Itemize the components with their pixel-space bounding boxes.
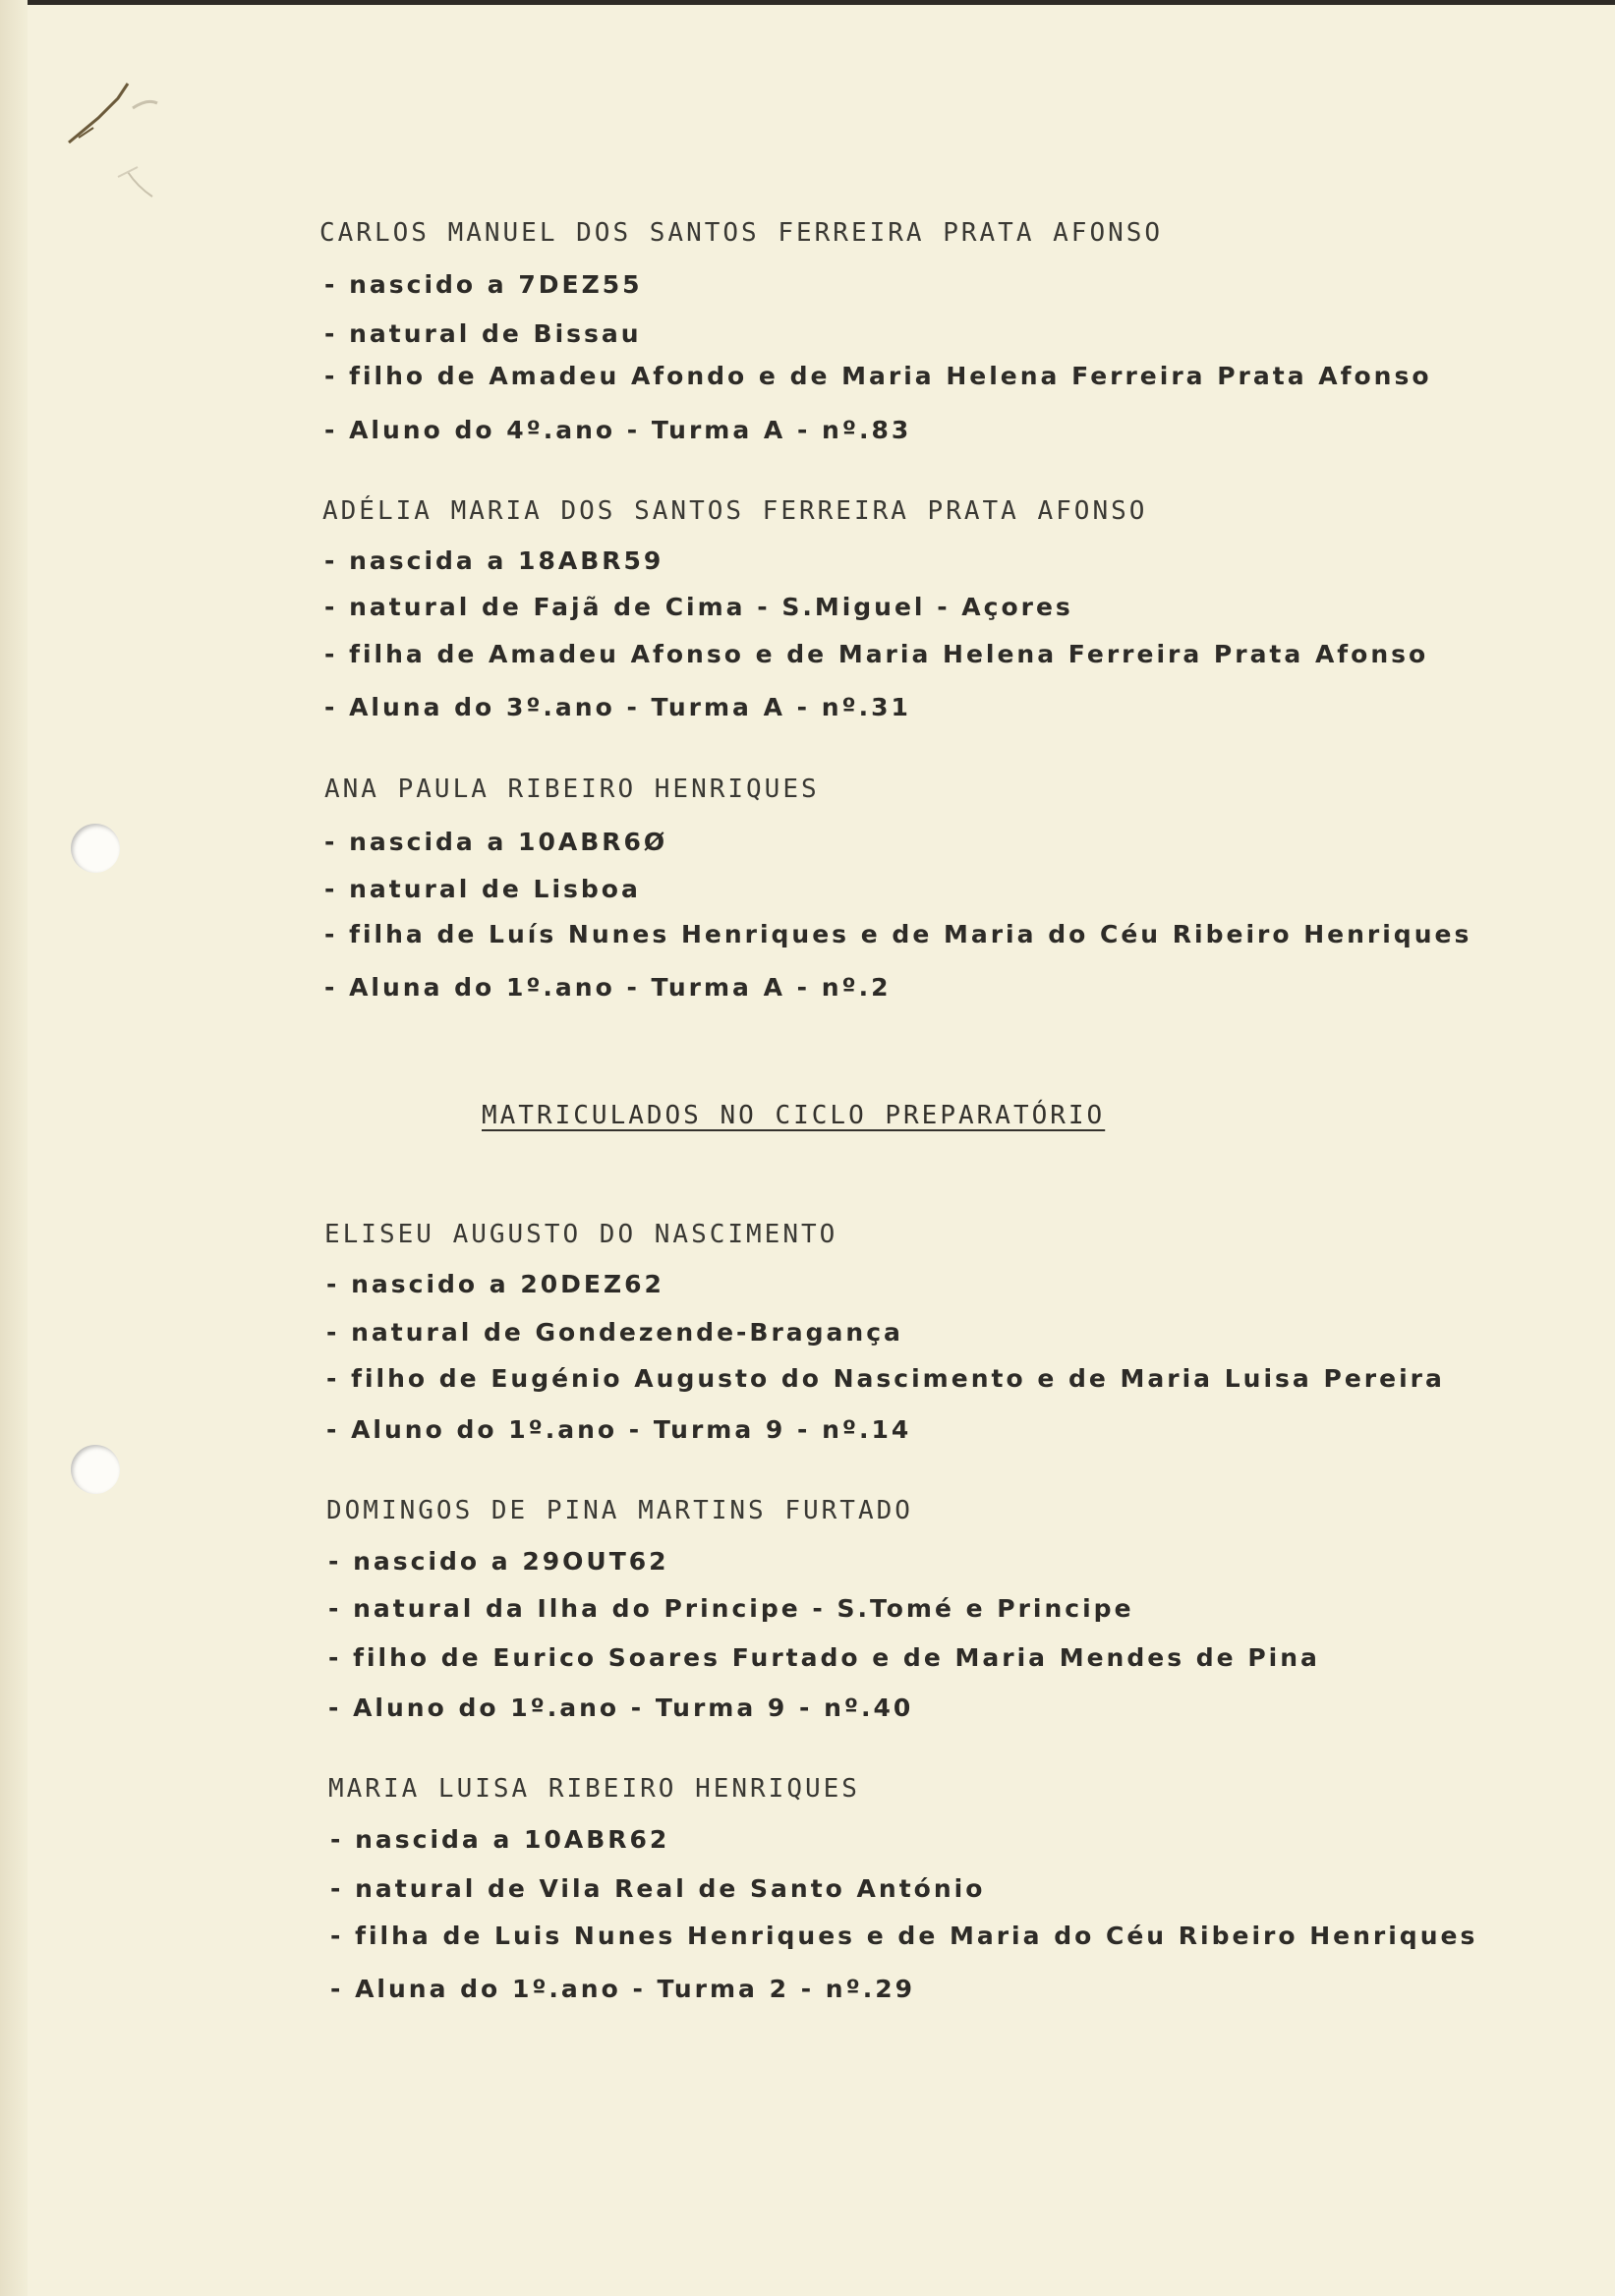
birth-date-line: - nascida a 10ABR62 xyxy=(330,1825,670,1854)
page-top-edge xyxy=(0,0,1615,5)
birthplace-line: - natural de Fajã de Cima - S.Miguel - Açores xyxy=(324,593,1073,621)
student-name: ANA PAULA RIBEIRO HENRIQUES xyxy=(324,775,820,804)
punch-hole-lower xyxy=(71,1445,120,1494)
class-line: - Aluna do 1º.ano - Turma A - nº.2 xyxy=(324,973,892,1002)
birthplace-line: - natural da Ilha do Principe - S.Tomé e Principe xyxy=(328,1594,1134,1623)
class-line: - Aluno do 1º.ano - Turma 9 - nº.40 xyxy=(328,1693,914,1722)
birthplace-line: - natural de Lisboa xyxy=(324,875,641,903)
parents-line: - filha de Luís Nunes Henriques e de Maria do Céu Ribeiro Henriques xyxy=(324,920,1472,948)
student-name: DOMINGOS DE PINA MARTINS FURTADO xyxy=(326,1496,913,1525)
class-line: - Aluno do 1º.ano - Turma 9 - nº.14 xyxy=(326,1415,912,1444)
birth-date-line: - nascido a 7DEZ55 xyxy=(324,270,643,299)
parents-line: - filho de Eugénio Augusto do Nascimento e de Maria Luisa Pereira xyxy=(326,1364,1445,1393)
class-line: - Aluna do 1º.ano - Turma 2 - nº.29 xyxy=(330,1975,915,2003)
class-line: - Aluna do 3º.ano - Turma A - nº.31 xyxy=(324,693,911,721)
student-name: ADÉLIA MARIA DOS SANTOS FERREIRA PRATA AFONSO xyxy=(322,496,1148,526)
birthplace-line: - natural de Vila Real de Santo António xyxy=(330,1874,986,1903)
section-heading: MATRICULADOS NO CICLO PREPARATÓRIO xyxy=(482,1101,1106,1130)
student-name: CARLOS MANUEL DOS SANTOS FERREIRA PRATA AFONSO xyxy=(319,218,1164,248)
birth-date-line: - nascido a 20DEZ62 xyxy=(326,1270,664,1298)
punch-hole-upper xyxy=(71,824,120,873)
student-name: MARIA LUISA RIBEIRO HENRIQUES xyxy=(328,1774,860,1804)
birth-date-line: - nascido a 29OUT62 xyxy=(328,1547,669,1576)
parents-line: - filha de Luis Nunes Henriques e de Maria do Céu Ribeiro Henriques xyxy=(330,1922,1478,1950)
class-line: - Aluno do 4º.ano - Turma A - nº.83 xyxy=(324,416,912,444)
birth-date-line: - nascida a 18ABR59 xyxy=(324,546,664,575)
birthplace-line: - natural de Bissau xyxy=(324,319,642,348)
pencil-check-mark xyxy=(59,59,216,226)
page-left-edge xyxy=(0,0,28,2296)
birth-date-line: - nascida a 10ABR6Ø xyxy=(324,828,668,856)
parents-line: - filho de Eurico Soares Furtado e de Maria Mendes de Pina xyxy=(328,1643,1320,1672)
parents-line: - filho de Amadeu Afondo e de Maria Helena Ferreira Prata Afonso xyxy=(324,362,1432,390)
student-name: ELISEU AUGUSTO DO NASCIMENTO xyxy=(324,1220,838,1249)
parents-line: - filha de Amadeu Afonso e de Maria Helena Ferreira Prata Afonso xyxy=(324,640,1429,668)
birthplace-line: - natural de Gondezende-Bragança xyxy=(326,1318,903,1347)
